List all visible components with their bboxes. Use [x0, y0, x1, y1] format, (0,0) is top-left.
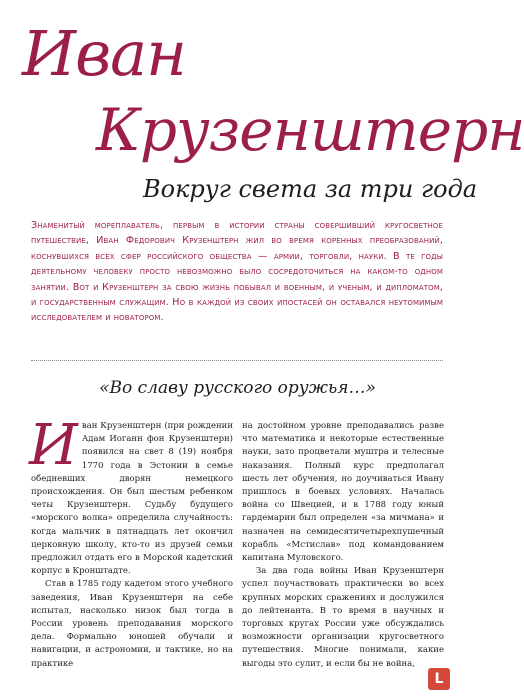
title-last-name: Крузенштерн	[96, 96, 524, 164]
article-subtitle: Вокруг света за три года	[143, 175, 478, 203]
drop-cap: И	[29, 413, 78, 478]
lead-paragraph: Знаменитый мореплаватель, первым в истории страны совершивший кругосветное путешествие, Иван Федорович Крузенштерн жил во время коренных преобразований, коснувшихся всех сфер российского общества — армии, торговли, науки. В те годы деятельному человеку просто невозможно было сосредоточиться на каком-то одном занятии. Вот и Крузенштерн за свою жизнь побывал и военным, и ученым, и дипломатом, и государственным служащим. Но в каждой из своих ипостасей он оставался неутомимым исследователем и новатором.	[31, 220, 443, 324]
section-heading: «Во славу русского оружья…»	[99, 378, 376, 398]
dotted-divider	[31, 360, 443, 361]
body-paragraph	[29, 413, 233, 578]
paragraph-text: ван Крузенштерн (при рождении Адам Иоганн фон Крузенштерн) появился на свет 8 (19) ноября 1770 года в Эстонии в семье обедневших дворян немецкого происхождения. Он был шестым ребенком четы Крузенштерн. Судьбу будущего «морского волка» определила случайность: когда мальчик в пятнадцать лет окончил церковную школу, кто-то из друзей семьи предложил отдать его в Морской кадетский корпус в Кронштадте.	[31, 421, 233, 577]
body-paragraph: на достойном уровне преподавались разве что математика и некоторые естественные науки, зато процветали муштра и телесные наказания. Полный курс предполагал шесть лет обучения, но доучиваться Ивану пришлось в боевых условиях. Началась война со Швецией, и в 1788 году юный гардемарин был определен «за мичмана» и назначен на семидесятичетырехпушечный корабль «Мстислав» под командованием капитана Муловского.	[242, 421, 444, 564]
body-paragraph: Став в 1785 году кадетом этого учебного заведения, Иван Крузенштерн на себе испытал, насколько низок был тогда в России уровень преподавания морского дела. Формально юношей обучали и навигации, и астрономии, и тактике, но на практике	[31, 579, 233, 669]
site-logo-badge: L	[428, 668, 450, 690]
title-first-name: Иван	[22, 17, 186, 90]
body-column-right	[242, 420, 444, 671]
body-paragraph: За два года войны Иван Крузенштерн успел поучаствовать практически во всех крупных морских сражениях и дослужился до лейтенанта. В то время в научных и торговых кругах России уже обсуждались возможности организации кругосветного путешествия. Многие понимали, какие выгоды это сулит, и если бы не война,	[242, 566, 444, 669]
body-column-left	[29, 413, 233, 671]
